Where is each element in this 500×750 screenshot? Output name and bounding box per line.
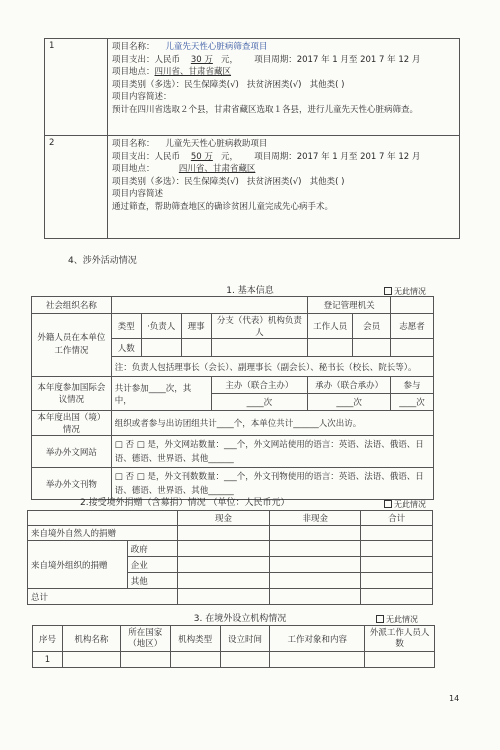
visit-text: 组织或者参与出访团组共计____个，本单位共计______人次出访。 bbox=[111, 411, 433, 436]
cell[interactable] bbox=[270, 589, 361, 605]
project-detail: 项目名称： 儿童先天性心脏病救助项目 项目支出：人民币 50 万 元， 项目周期：2017 年 1 月至 201 7 年 12 月 项目地点： 四川省、甘肃省藏区 项目类别（多选）：民生保障类(√) 扶贫济困类(√) 其他类( ) 项目内容简述 通过筛查，帮助筛查地区的确诊贫困儿童完成先心病手术。 bbox=[108, 136, 460, 239]
cell[interactable] bbox=[365, 652, 435, 668]
cell[interactable] bbox=[361, 541, 433, 557]
col-name: 机构名称 bbox=[62, 626, 120, 652]
conf-co-count[interactable]: ____次 bbox=[308, 394, 391, 411]
header-blank bbox=[28, 511, 178, 526]
project-location: 四川省、甘肃省藏区 bbox=[178, 164, 256, 174]
cell[interactable] bbox=[177, 589, 270, 605]
col-type: 类型 bbox=[111, 314, 141, 339]
checkbox-icon[interactable] bbox=[384, 287, 392, 295]
col-no: 序号 bbox=[33, 626, 63, 652]
cell[interactable] bbox=[270, 541, 361, 557]
col-branch: 分支（代表）机构负责人 bbox=[211, 314, 308, 339]
basic-info-table bbox=[31, 296, 434, 500]
checkbox-icon[interactable] bbox=[384, 500, 392, 508]
row-other: 其他 bbox=[127, 573, 177, 589]
row-count: 人数 bbox=[111, 339, 141, 357]
col-total: 合计 bbox=[361, 511, 433, 526]
project-period: 2017 年 1 月至 201 7 年 12 月 bbox=[296, 151, 421, 162]
pub-text: □ 否 □ 是，外文刊数数量：___个，外文刊物使用的语言：英语、法语、俄语、日语、德语、世界语、其他______ bbox=[111, 468, 433, 500]
project-row-1 bbox=[45, 39, 460, 136]
count-cell[interactable] bbox=[353, 339, 391, 357]
checkbox-icon[interactable] bbox=[376, 615, 384, 623]
count-cell[interactable] bbox=[308, 339, 353, 357]
count-cell[interactable] bbox=[181, 339, 211, 357]
project-location: 四川省、甘肃省藏区 bbox=[154, 67, 232, 77]
project-expense: 30 万 bbox=[190, 54, 213, 65]
conf-host-count[interactable]: ____次 bbox=[211, 394, 308, 411]
cell[interactable] bbox=[361, 526, 433, 541]
org-name-label: 社会组织名称 bbox=[32, 297, 112, 314]
project-period: 2017 年 1 月至 201 7 年 12 月 bbox=[296, 54, 421, 65]
conf-attend-count[interactable]: ____次 bbox=[391, 394, 434, 411]
cell[interactable] bbox=[361, 589, 433, 605]
col-staff: 外派工作人员人数 bbox=[365, 626, 435, 652]
conf-attend: 参与 bbox=[391, 377, 434, 394]
foreign-staff-label: 外籍人员在本单位工作情况 bbox=[32, 314, 112, 377]
row-no: 1 bbox=[33, 652, 63, 668]
count-cell[interactable] bbox=[141, 339, 181, 357]
col-staff: 工作人员 bbox=[308, 314, 353, 339]
col-country: 所在国家（地区） bbox=[120, 626, 170, 652]
cell[interactable] bbox=[177, 557, 270, 573]
col-director: 理事 bbox=[181, 314, 211, 339]
project-table bbox=[44, 38, 460, 239]
cell[interactable] bbox=[361, 573, 433, 589]
web-label: 举办外文网站 bbox=[32, 436, 112, 468]
cell[interactable] bbox=[177, 526, 270, 541]
page-number: 14 bbox=[449, 694, 460, 703]
project-desc: 预计在四川省选取２个县，甘肃省藏区选取１各县，进行儿童先天性心脏病筛查。 bbox=[112, 104, 419, 115]
col-member: 会员 bbox=[353, 314, 391, 339]
project-desc: 通过筛查，帮助筛查地区的确诊贫困儿童完成先心病手术。 bbox=[112, 201, 334, 212]
cell[interactable] bbox=[361, 557, 433, 573]
section-heading: 4、涉外活动情况 bbox=[68, 256, 137, 266]
count-cell[interactable] bbox=[391, 339, 434, 357]
conf-host: 主办（联合主办） bbox=[211, 377, 308, 394]
col-noncash: 非现金 bbox=[270, 511, 361, 526]
overseas-table bbox=[32, 625, 435, 668]
cell[interactable] bbox=[270, 557, 361, 573]
project-name: 儿童先天性心脏病救助项目 bbox=[165, 139, 268, 149]
reg-org-label: 登记管理机关 bbox=[308, 297, 391, 314]
project-name: 儿童先天性心脏病筛查项目 bbox=[165, 42, 268, 52]
col-content: 工作对象和内容 bbox=[270, 626, 365, 652]
no-data-checkbox[interactable]: 无此情况 bbox=[376, 614, 418, 625]
row-sum: 总计 bbox=[28, 589, 178, 605]
web-text: □ 否 □ 是，外文网站数量：___个，外文网站使用的语言：英语、法语、俄语、日语、德语、世界语、其他______ bbox=[111, 436, 433, 468]
col-volunteer: 志愿者 bbox=[391, 314, 434, 339]
from-person: 来自境外自然人的捐赠 bbox=[28, 526, 178, 541]
reg-org-value[interactable] bbox=[391, 297, 434, 314]
table-title: 3. 在境外设立机构情况 bbox=[193, 614, 287, 624]
no-data-checkbox[interactable]: 无此情况 bbox=[384, 499, 426, 510]
project-no: 1 bbox=[45, 39, 108, 136]
table-title: 2.接受境外捐赠（含募捐）情况 （单位：人民币元） bbox=[80, 498, 290, 508]
conf-co: 承办（联合承办） bbox=[308, 377, 391, 394]
cell[interactable] bbox=[62, 652, 120, 668]
conf-total: 共计参加____次，其中， bbox=[111, 377, 211, 411]
row-gov: 政府 bbox=[127, 541, 177, 557]
project-no: 2 bbox=[45, 136, 108, 239]
note: 注：负责人包括理事长（会长）、副理事长（副会长）、秘书长（校长、院长等）。 bbox=[111, 357, 433, 377]
cell[interactable] bbox=[177, 573, 270, 589]
from-org: 来自境外组织的捐赠 bbox=[28, 541, 128, 589]
cell[interactable] bbox=[270, 573, 361, 589]
project-detail: 项目名称： 儿童先天性心脏病筛查项目 项目支出：人民币 30 万 元， 项目周期：2017 年 1 月至 201 7 年 12 月 项目地点：四川省、甘肃省藏区 项目类别（多选）：民生保障类(√) 扶贫济困类(√) 其他类( ) 项目内容简述： 预计在四川省选取２个县，甘肃省藏区选取１各县，进行儿童先天性心脏病筛查。 bbox=[108, 39, 460, 136]
row-ent: 企业 bbox=[127, 557, 177, 573]
cell[interactable] bbox=[270, 526, 361, 541]
count-cell[interactable] bbox=[211, 339, 308, 357]
org-name-value[interactable] bbox=[111, 297, 307, 314]
cell[interactable] bbox=[177, 541, 270, 557]
no-data-checkbox[interactable]: 无此情况 bbox=[384, 286, 426, 297]
col-cash: 现金 bbox=[177, 511, 270, 526]
cell[interactable] bbox=[120, 652, 170, 668]
col-type: 机构类型 bbox=[170, 626, 220, 652]
project-row-2 bbox=[45, 136, 460, 239]
pub-label: 举办外文刊物 bbox=[32, 468, 112, 500]
conf-label: 本年度参加国际会议情况 bbox=[32, 377, 112, 411]
cell[interactable] bbox=[170, 652, 220, 668]
cell[interactable] bbox=[220, 652, 270, 668]
col-time: 设立时间 bbox=[220, 626, 270, 652]
donation-table bbox=[27, 510, 433, 605]
col-head: ·负责人 bbox=[141, 314, 181, 339]
cell[interactable] bbox=[270, 652, 365, 668]
table-title: 1. 基本信息 bbox=[226, 286, 274, 296]
project-expense: 50 万 bbox=[190, 151, 213, 162]
visit-label: 本年度出国（境）情况 bbox=[32, 411, 112, 436]
